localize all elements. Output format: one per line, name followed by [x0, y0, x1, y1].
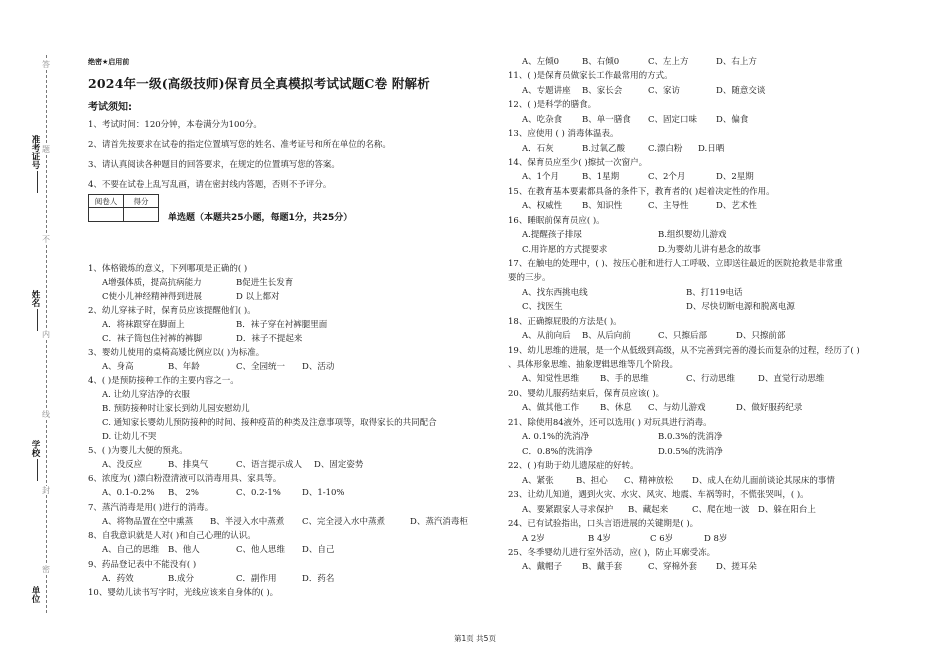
- answer-option[interactable]: C、主导性: [648, 201, 689, 211]
- score-table-reviewer: 阅卷人: [89, 195, 124, 208]
- question-text: 24、已有试验指出，口头言语进展的关键期是( )。: [508, 519, 699, 529]
- notice-item: 1、考试时间：120分钟，本卷满分为100分。: [88, 120, 262, 130]
- field-admission-number-label: 准考证号: [30, 135, 40, 169]
- answer-option[interactable]: A、专题讲座: [522, 86, 571, 96]
- answer-option[interactable]: A、左倾0: [522, 57, 560, 67]
- question-text: 9、药品登记表中不能没有( ): [88, 560, 197, 570]
- answer-option[interactable]: C使小儿神经精神得到进展: [102, 292, 203, 302]
- answer-option[interactable]: A、吃杂食: [522, 115, 563, 125]
- question-text: 18、正确擦屁股的方法是( )。: [508, 317, 622, 327]
- notice-item: 4、不要在试卷上乱写乱画，请在密封线内答题，否则不予评分。: [88, 180, 332, 190]
- field-unit-label: 单位: [30, 586, 40, 603]
- notice-item: 3、请认真阅读各种题目的回答要求，在规定的位置填写您的答案。: [88, 160, 340, 170]
- question-text: 25、冬季婴幼儿进行室外活动，应( )，防止耳廓受冻。: [508, 548, 716, 558]
- answer-option[interactable]: D、随意交谈: [716, 86, 766, 96]
- answer-option[interactable]: A、戴帽子: [522, 562, 563, 572]
- answer-option[interactable]: D、自己: [302, 545, 335, 555]
- answer-option[interactable]: B、单一膳食: [582, 115, 631, 125]
- answer-option[interactable]: D、艺术性: [716, 201, 757, 211]
- field-name-line[interactable]: [37, 309, 38, 331]
- answer-option[interactable]: D、活动: [302, 362, 335, 372]
- answer-option[interactable]: B、休息: [600, 403, 632, 413]
- question-text: 7、蒸汽消毒是用( )进行的消毒。: [88, 503, 214, 513]
- answer-option[interactable]: D、做好服药纪录: [736, 403, 803, 413]
- seal-mark: 内: [42, 330, 50, 339]
- secret-label: 绝密★启用前: [88, 58, 130, 66]
- question-text: 4、( )是预防接种工作的主要内容之一。: [88, 376, 239, 386]
- answer-option[interactable]: A．将袜跟穿在脚面上: [102, 320, 185, 330]
- answer-option[interactable]: A、找东西挑电线: [522, 288, 588, 298]
- answer-option[interactable]: C．袜子筒包住衬裤的裤脚: [102, 334, 203, 344]
- answer-option[interactable]: B、担心: [576, 476, 608, 486]
- question-text: 14、保育员应至少( )擦拭一次窗户。: [508, 158, 648, 168]
- answer-option[interactable]: C、只擦后部: [658, 331, 708, 341]
- answer-option[interactable]: C、与幼儿游戏: [648, 403, 706, 413]
- answer-option[interactable]: B、手的思维: [600, 374, 649, 384]
- question-text: 15、在教育基本要素都具备的条件下，教育者的( )起着决定性的作用。: [508, 187, 775, 197]
- field-school: [30, 440, 44, 481]
- answer-option[interactable]: B、藏起来: [628, 505, 669, 515]
- answer-option[interactable]: A、从前向后: [522, 331, 571, 341]
- answer-option[interactable]: C、全园统一: [236, 362, 286, 372]
- field-admission-number: [30, 135, 44, 193]
- answer-option[interactable]: C、爬在地一波: [692, 505, 750, 515]
- score-table: [88, 194, 159, 222]
- question-text: 5、( )为婴儿大便的预兆。: [88, 446, 188, 456]
- field-name: [30, 290, 44, 331]
- answer-option[interactable]: C、左上方: [648, 57, 689, 67]
- score-table-score: 得分: [124, 195, 159, 208]
- seal-mark: 密: [42, 565, 50, 574]
- answer-option[interactable]: C．副作用: [236, 574, 277, 584]
- answer-option[interactable]: D、尽快切断电源和脱离电源: [686, 302, 795, 312]
- answer-option[interactable]: D、直觉行动思维: [758, 374, 825, 384]
- field-school-label: 学校: [30, 440, 40, 457]
- answer-option[interactable]: C．0.8%的洗消净: [522, 447, 593, 457]
- answer-option[interactable]: D 以上都对: [236, 292, 280, 302]
- answer-option[interactable]: B、半浸入水中蒸煮: [210, 517, 285, 527]
- score-table-score-cell[interactable]: [124, 208, 159, 222]
- seal-mark: 封: [42, 486, 50, 495]
- answer-option[interactable]: B. 预防接种时让家长到幼儿园安慰幼儿: [102, 404, 250, 414]
- answer-option[interactable]: B 4岁: [588, 534, 611, 544]
- answer-option[interactable]: D、成人在幼儿面前谈论其尿床的事情: [692, 476, 835, 486]
- answer-option[interactable]: D、2星期: [716, 172, 754, 182]
- field-school-line[interactable]: [37, 459, 38, 481]
- question-text: 13、应使用 ( ) 消毒体温表。: [508, 129, 619, 139]
- answer-option[interactable]: C.用许愿的方式提要求: [522, 245, 608, 255]
- answer-option[interactable]: B、从后向前: [582, 331, 631, 341]
- seal-mark: 不: [42, 235, 50, 244]
- answer-option[interactable]: A. 0.1%的洗消净: [522, 432, 590, 442]
- answer-option[interactable]: B、年龄: [168, 362, 200, 372]
- answer-option[interactable]: B促进生长发育: [236, 278, 294, 288]
- answer-option[interactable]: D．袜子不提起来: [236, 334, 303, 344]
- answer-option[interactable]: A、1个月: [522, 172, 560, 182]
- answer-option[interactable]: A、做其他工作: [522, 403, 580, 413]
- answer-option[interactable]: A增强体质，提高抗病能力: [102, 278, 202, 288]
- question-text: 21、除使用84液外，还可以选用( ) 对玩具进行消毒。: [508, 418, 712, 428]
- answer-option[interactable]: D、固定姿势: [314, 460, 364, 470]
- answer-option[interactable]: A．药效: [102, 574, 134, 584]
- seal-mark: 题: [42, 145, 50, 154]
- answer-option[interactable]: C. 通知家长婴幼儿预防接种的时间、接种疫苗的种类及注意事项等，取得家长的共同配合: [102, 418, 437, 428]
- question-text: 8、自我意识就是人对( )和自己心理的认识。: [88, 531, 256, 541]
- answer-option[interactable]: D.为婴幼儿讲有悬念的故事: [658, 245, 761, 255]
- answer-option[interactable]: C、完全浸入水中蒸煮: [302, 517, 386, 527]
- answer-option[interactable]: D.0.5%的洗消净: [658, 447, 723, 457]
- field-unit: [30, 586, 44, 603]
- answer-option[interactable]: B.组织婴幼儿游戏: [658, 230, 727, 240]
- question-text: 3、婴幼儿使用的桌椅高矮比例应以( )为标准。: [88, 348, 265, 358]
- answer-option[interactable]: D．药名: [302, 574, 335, 584]
- answer-option[interactable]: C 6岁: [650, 534, 674, 544]
- field-admission-number-line[interactable]: [37, 171, 38, 193]
- answer-option[interactable]: D、右上方: [716, 57, 757, 67]
- question-text: 10、婴幼儿读书写字时，光线应该来自身体的( )。: [88, 588, 279, 598]
- answer-option[interactable]: A、自己的思维: [102, 545, 160, 555]
- answer-option[interactable]: B、右倾0: [582, 57, 620, 67]
- answer-option[interactable]: B、他人: [168, 545, 200, 555]
- answer-option[interactable]: B、 2%: [168, 488, 199, 498]
- section-title: 单选题（本题共25小题，每题1分，共25分）: [168, 213, 353, 223]
- answer-option[interactable]: A、将物品置在空中熏蒸: [102, 517, 194, 527]
- answer-option[interactable]: A、要紧跟家人寻求保护: [522, 505, 614, 515]
- answer-option[interactable]: A、知觉性思维: [522, 374, 580, 384]
- answer-option[interactable]: C、2个月: [648, 172, 686, 182]
- field-name-label: 姓名: [30, 290, 40, 307]
- answer-option[interactable]: A、身高: [102, 362, 134, 372]
- answer-option[interactable]: B、戴手套: [582, 562, 623, 572]
- answer-option[interactable]: B、知识性: [582, 201, 623, 211]
- answer-option[interactable]: D、1-10%: [302, 488, 345, 498]
- question-text: 22、( )有助于幼儿遗尿症的好转。: [508, 461, 639, 471]
- answer-option[interactable]: D. 让幼儿不哭: [102, 432, 157, 442]
- question-text: 2、幼儿穿袜子时，保育员应该提醒他们( )。: [88, 306, 256, 316]
- answer-option[interactable]: B、家长会: [582, 86, 623, 96]
- answer-option[interactable]: B.0.3%的洗消净: [658, 432, 723, 442]
- answer-option[interactable]: A、紧张: [522, 476, 554, 486]
- answer-option[interactable]: C.漂白粉: [648, 144, 683, 154]
- answer-option[interactable]: D.日晒: [698, 144, 725, 154]
- question-text: 23、让幼儿知道，遇到火灾、水灾、风灾、地震、车祸等时，不慌张哭叫，( )。: [508, 490, 809, 500]
- answer-option[interactable]: D、搓耳朵: [716, 562, 757, 572]
- answer-option[interactable]: D 8岁: [704, 534, 728, 544]
- answer-option[interactable]: A 2岁: [522, 534, 545, 544]
- answer-option[interactable]: B.成分: [168, 574, 194, 584]
- answer-option[interactable]: A、0.1-0.2%: [102, 488, 155, 498]
- answer-option[interactable]: A、没反应: [102, 460, 143, 470]
- seal-mark: 答: [42, 60, 50, 69]
- question-text: 16、睡眠前保育员应( )。: [508, 216, 605, 226]
- question-text: 要的三步。: [508, 273, 551, 283]
- question-text: 6、浓度为( )漂白粉澄清液可以消毒用具、家具等。: [88, 474, 282, 484]
- answer-option[interactable]: C、语言提示成人: [236, 460, 303, 470]
- question-text: 1、体格锻炼的意义，下列哪项是正确的( ): [88, 264, 248, 274]
- answer-option[interactable]: D、偏食: [716, 115, 749, 125]
- answer-option[interactable]: A.提醒孩子排尿: [522, 230, 582, 240]
- score-table-reviewer-cell[interactable]: [89, 208, 124, 222]
- answer-option[interactable]: D、躲在阳台上: [758, 505, 816, 515]
- question-text: 、具体形象思维、抽象逻辑思维等几个阶段。: [508, 360, 679, 370]
- seal-mark: 线: [42, 410, 50, 419]
- answer-option[interactable]: C、固定口味: [648, 115, 698, 125]
- answer-option[interactable]: C、行动思维: [686, 374, 736, 384]
- answer-option[interactable]: D、只擦前部: [736, 331, 786, 341]
- page-title: 2024年一级(高级技师)保育员全真模拟考试试题C卷 附解析: [88, 76, 430, 91]
- question-text: 19、幼儿思维的进展，是一个从低级到高级，从不完善到完善的漫长而复杂的过程，经历了( ): [508, 346, 860, 356]
- answer-option[interactable]: C、穿棉外套: [648, 562, 698, 572]
- question-text: 12、( )是科学的膳食。: [508, 100, 597, 110]
- answer-option[interactable]: C、找医生: [522, 302, 563, 312]
- page-footer: 第1页 共5页: [454, 634, 496, 643]
- answer-option[interactable]: B、打119电话: [686, 288, 743, 298]
- notice-heading: 考试须知:: [88, 102, 132, 113]
- notice-item: 2、请首先按要求在试卷的指定位置填写您的姓名、准考证号和所在单位的名称。: [88, 140, 391, 150]
- answer-option[interactable]: C、0.2-1%: [236, 488, 281, 498]
- answer-option[interactable]: B．袜子穿在衬裤腿里面: [236, 320, 328, 330]
- answer-option[interactable]: A、权威性: [522, 201, 563, 211]
- answer-option[interactable]: C、家访: [648, 86, 681, 96]
- answer-option[interactable]: A. 让幼儿穿洁净的衣服: [102, 390, 191, 400]
- question-text: 11、( )是保育员做家长工作最常用的方式。: [508, 71, 673, 81]
- answer-option[interactable]: C、精神放松: [624, 476, 674, 486]
- question-text: 20、婴幼儿服药结束后，保育员应该( )。: [508, 389, 665, 399]
- answer-option[interactable]: B、1星期: [582, 172, 620, 182]
- question-text: 17、在触电的处理中，( )、按压心脏和进行人工呼吸、立即送往最近的医院抢救是非常重: [508, 259, 843, 269]
- answer-option[interactable]: D、蒸汽消毒柜: [410, 517, 468, 527]
- answer-option[interactable]: C、他人思维: [236, 545, 286, 555]
- answer-option[interactable]: A．石灰: [522, 144, 554, 154]
- answer-option[interactable]: B.过氧乙酸: [582, 144, 625, 154]
- answer-option[interactable]: B、排臭气: [168, 460, 209, 470]
